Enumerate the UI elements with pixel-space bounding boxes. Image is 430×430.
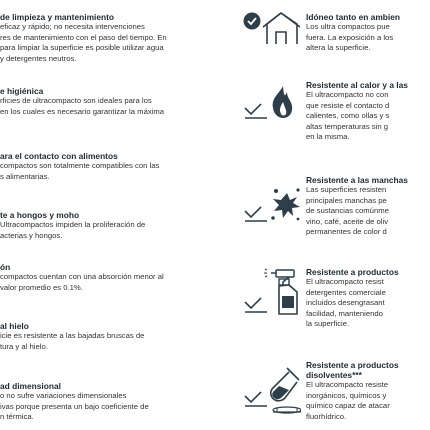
feature-text-line: Ultracompactos impiden la proliferación de: [0, 220, 146, 229]
feature-text-line: res de mantenimiento con el paso del tiempo. En: [0, 32, 167, 42]
feature-absorption: [0, 262, 164, 293]
feature-text-line: y detergentes neutros.: [0, 53, 77, 63]
feature-text-line: Las superficies resisten: [306, 185, 387, 194]
feature-text-line: en la misma.: [306, 132, 350, 142]
feature-title: al hielo: [0, 321, 29, 331]
feature-dimensional-stability: [0, 381, 149, 423]
feature-cleaning: [0, 12, 167, 64]
feature-text-line: altas temperaturas sin g: [306, 121, 389, 131]
feature-title: e higiénica: [0, 86, 44, 96]
feature-text-line: detergentes comerciale: [306, 287, 386, 297]
feature-text-line: inorgánicos, químicos y: [306, 390, 387, 400]
feature-text-line: El ultracompacto resiste: [306, 380, 389, 389]
feature-title: Idóneo tanto en ambien: [306, 12, 400, 22]
feature-text-line: calientes, como ollas y s: [306, 111, 390, 121]
feature-mold-resistance: [0, 210, 145, 241]
feature-solvent-resistance: [306, 360, 399, 422]
feature-text-line: altera la superficie.: [306, 43, 371, 53]
feature-text-line: tura y al hielo.: [0, 341, 48, 351]
feature-text-line: incluidos desengrasant: [306, 298, 385, 308]
feature-text-line: en los cuales es necesario garantizar la máxima: [0, 106, 165, 116]
feature-indoor-outdoor: [306, 12, 400, 54]
feature-heat-resistance: [306, 80, 408, 143]
feature-text-line: valor promedio es 0.1%.: [0, 282, 83, 292]
feature-text-line: n térmica.: [0, 412, 34, 422]
house-check-icon: [243, 10, 301, 46]
spray-bottle-check-icon: [243, 268, 301, 318]
stain-check-icon: [243, 185, 301, 225]
feature-text-line: compactos cuentan con una absorción menor al: [0, 272, 164, 281]
feature-text-line: químico capaz de atacar: [306, 401, 390, 411]
feature-text-line: permanentes de color d: [306, 227, 387, 237]
feature-text-line: facilidad, manteniendo: [306, 308, 383, 318]
feature-text-line: o no sufre variaciones dimensionales: [0, 391, 127, 400]
feature-title: te a hongos y moho: [0, 210, 80, 220]
feature-stain-resistance: [306, 175, 408, 238]
feature-text-line: fuera. La exposición a los: [306, 32, 394, 42]
feature-title: ón: [0, 262, 11, 272]
feature-title: Resistente a productos: [306, 360, 399, 370]
feature-title: Resistente a productos: [306, 267, 399, 277]
feature-title: de limpieza y mantenimiento: [0, 12, 115, 22]
feature-text-line: de sustancias comúnme: [306, 206, 389, 216]
feature-text-line: acterias y hongos.: [0, 230, 63, 240]
feature-title: ad dimensional: [0, 381, 61, 391]
feature-text-line: fluorhídrico.: [306, 411, 347, 421]
feature-text-line: s alimentarias.: [0, 171, 50, 181]
feature-title: Resistente a las manchas: [306, 175, 408, 185]
test-tube-check-icon: [243, 366, 301, 416]
feature-text-line: que resiste el contacto d: [306, 100, 390, 110]
feature-food-contact: [0, 151, 159, 182]
feature-text-line: compactos son totalmente compatibles con las: [0, 161, 160, 170]
feature-text-line: eficaz y rápido; no necesita intervenciones: [0, 22, 145, 31]
right-column: [240, 0, 430, 430]
feature-text-line: ivas porque presenta un bajo coeficiente de: [0, 401, 149, 411]
feature-hygienic: [0, 86, 164, 117]
feature-title: ara el contacto con alimentos: [0, 151, 118, 161]
feature-text-line: El ultracompacto no con: [306, 90, 389, 99]
feature-text-line: El ultracompacto resist: [306, 277, 384, 286]
feature-title-line-2: disolventes***: [306, 370, 362, 380]
feature-text-line: vino, café, aceite de oliv: [306, 216, 389, 226]
feature-text-line: Los ultra compactos pue: [306, 22, 390, 31]
feature-text-line: la superficie.: [306, 319, 350, 329]
feature-text-line: rficies de ultracompacto son ideales para los: [0, 96, 152, 105]
feature-title: Resistente al calor y a las: [306, 80, 408, 90]
feature-ice-resistance: [0, 321, 144, 352]
feature-text-line: para limpiar la superficie es posible utilizar agua: [0, 43, 164, 53]
feature-text-line: principales manchas pe: [306, 195, 387, 205]
feature-chemical-resistance: [306, 267, 399, 330]
flame-check-icon: [243, 82, 301, 122]
feature-text-line: icie es resistente a las bajadas bruscas de: [0, 331, 145, 340]
